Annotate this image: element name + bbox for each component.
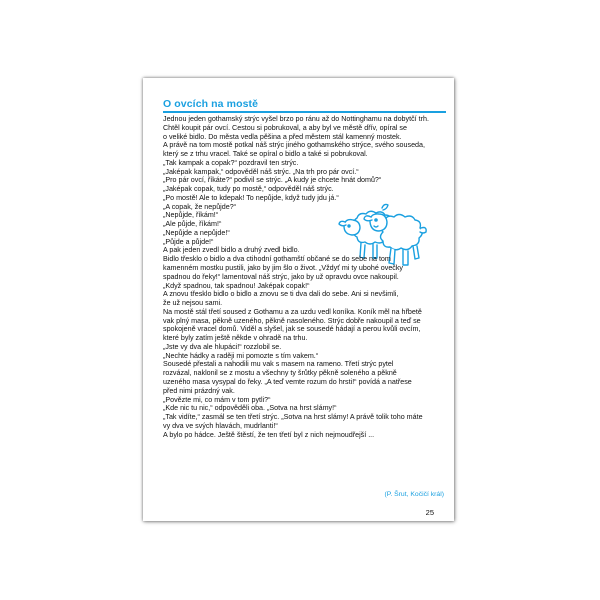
text-line: A pak jeden zvedl bidlo a druhý zvedl bidlo.	[163, 246, 300, 255]
text-line: „Po mostě! Ale to kdepak! To nepůjde, když tudy jdu já.“	[163, 193, 339, 202]
text-line: „Kde nic tu nic,“ odpověděli oba. „Sotva na hrst slámy!“	[163, 404, 337, 413]
text-line: že už nejsou sami.	[163, 299, 223, 308]
text-line: vy dva ve svých hlavách, mudrlanti!“	[163, 421, 278, 430]
text-line: A právě na tom mostě potkal náš strýc jiného gothamského strýce, svého souseda,	[163, 141, 425, 150]
page-number: 25	[425, 508, 434, 517]
story-title: O ovcích na mostě	[163, 98, 259, 110]
text-line: „Tak vidíte,“ zasmál se ten třetí strýc. „Sotva na hrst slámy! A právě tolik toho máte	[163, 413, 423, 422]
text-line: uzeného masa vysypal do řeky. „A teď vemte rozum do hrsti!“ povídá a natřese	[163, 377, 412, 386]
text-line: „Nepůjde, říkám!“	[163, 211, 219, 220]
text-line: Bidlo třesklo o bidlo a dva ctihodní gothamští občané se do sebe na tom	[163, 255, 391, 264]
text-line: Jednou jeden gothamský strýc vyšel brzo po ránu až do Nottinghamu na dobytčí trh.	[163, 115, 429, 123]
text-line: A bylo po hádce. Ještě štěstí, že ten třetí byl z nich nejmoudřejší ...	[163, 430, 375, 439]
text-line: „Ale půjde, říkám!“	[163, 220, 222, 229]
text-line: o veliké bidlo. Do města vedla pěšina a před městem stál kamenný mostek.	[163, 132, 402, 141]
text-line: spadnou do řeky!“ lamentoval náš strýc, jako by už opravdu ovce nakoupil.	[163, 272, 399, 281]
book-page	[143, 78, 454, 521]
text-line: rozvázal, naklonil se z mostu a všechny ty šrůtky pěkně soleného a pěkně	[163, 369, 397, 378]
text-line: spokojeně vracel domů. Viděl a slyšel, jak se sousedé hádají a perou kvůli ovcím,	[163, 325, 421, 334]
text-line: A znovu třesklo bidlo o bidlo a znovu se ti dva dali do sebe. Ani si nevšimli,	[163, 290, 399, 299]
text-line: Chtěl koupit pár ovcí. Cestou si pobrukoval, a aby byl ve městě dřív, opíral se	[163, 123, 407, 132]
text-line: „Půjde a půjde!“	[163, 237, 214, 246]
text-line: „A copak, že nepůjde?“	[163, 202, 237, 211]
text-line: Na mostě stál třetí soused z Gothamu a za uzdu vedl koníka. Koník měl na hřbetě	[163, 307, 422, 316]
text-line: „Jste vy dva ale hlupáci!“ rozzlobil se.	[163, 342, 282, 351]
title-underline	[163, 111, 446, 113]
text-line: „Tak kampak a copak?“ pozdravil ten strýc.	[163, 158, 299, 167]
text-line: Sousedé přestali a nahodili mu vak s masem na rameno. Třetí strýc pytel	[163, 360, 394, 369]
text-line: vak plný masa, pěkně uzeného, pěkně nasoleného. Strýc dobře nakoupil a teď se	[163, 316, 421, 325]
text-line: „Jaképak kampak,“ odpověděl náš strýc. „Na trh pro pár ovcí.“	[163, 167, 359, 176]
text-line: „Pro pár ovcí, říkáte?“ podivil se strýc. „A kudy je chcete hnát domů?“	[163, 176, 382, 185]
text-line: kamenném mostku pustili, jako by jim šlo o život. „Vždyť mi ty ubohé ovečky	[163, 264, 403, 273]
text-line: „Jaképak copak, tudy po mostě,“ odpověděl náš strýc.	[163, 185, 334, 194]
story-text	[163, 115, 449, 439]
text-line: „Nechte hádky a raději mi pomozte s tím vakem.“	[163, 351, 319, 360]
source-citation: (P. Šrut, Kočičí král)	[384, 491, 444, 498]
text-line: „Nepůjde a nepůjde!“	[163, 228, 230, 237]
text-line: před nimi prázdný vak.	[163, 386, 235, 395]
text-line: který se z trhu vracel. Také se opíral o bidlo a také si pobrukoval.	[163, 150, 368, 159]
text-line: které byly zatím ještě někde v ohradě na trhu.	[163, 334, 308, 343]
text-line: „Když spadnou, tak spadnou! Jaképak copak!“	[163, 281, 310, 290]
text-line: „Povězte mi, co mám v tom pytli?“	[163, 395, 271, 404]
